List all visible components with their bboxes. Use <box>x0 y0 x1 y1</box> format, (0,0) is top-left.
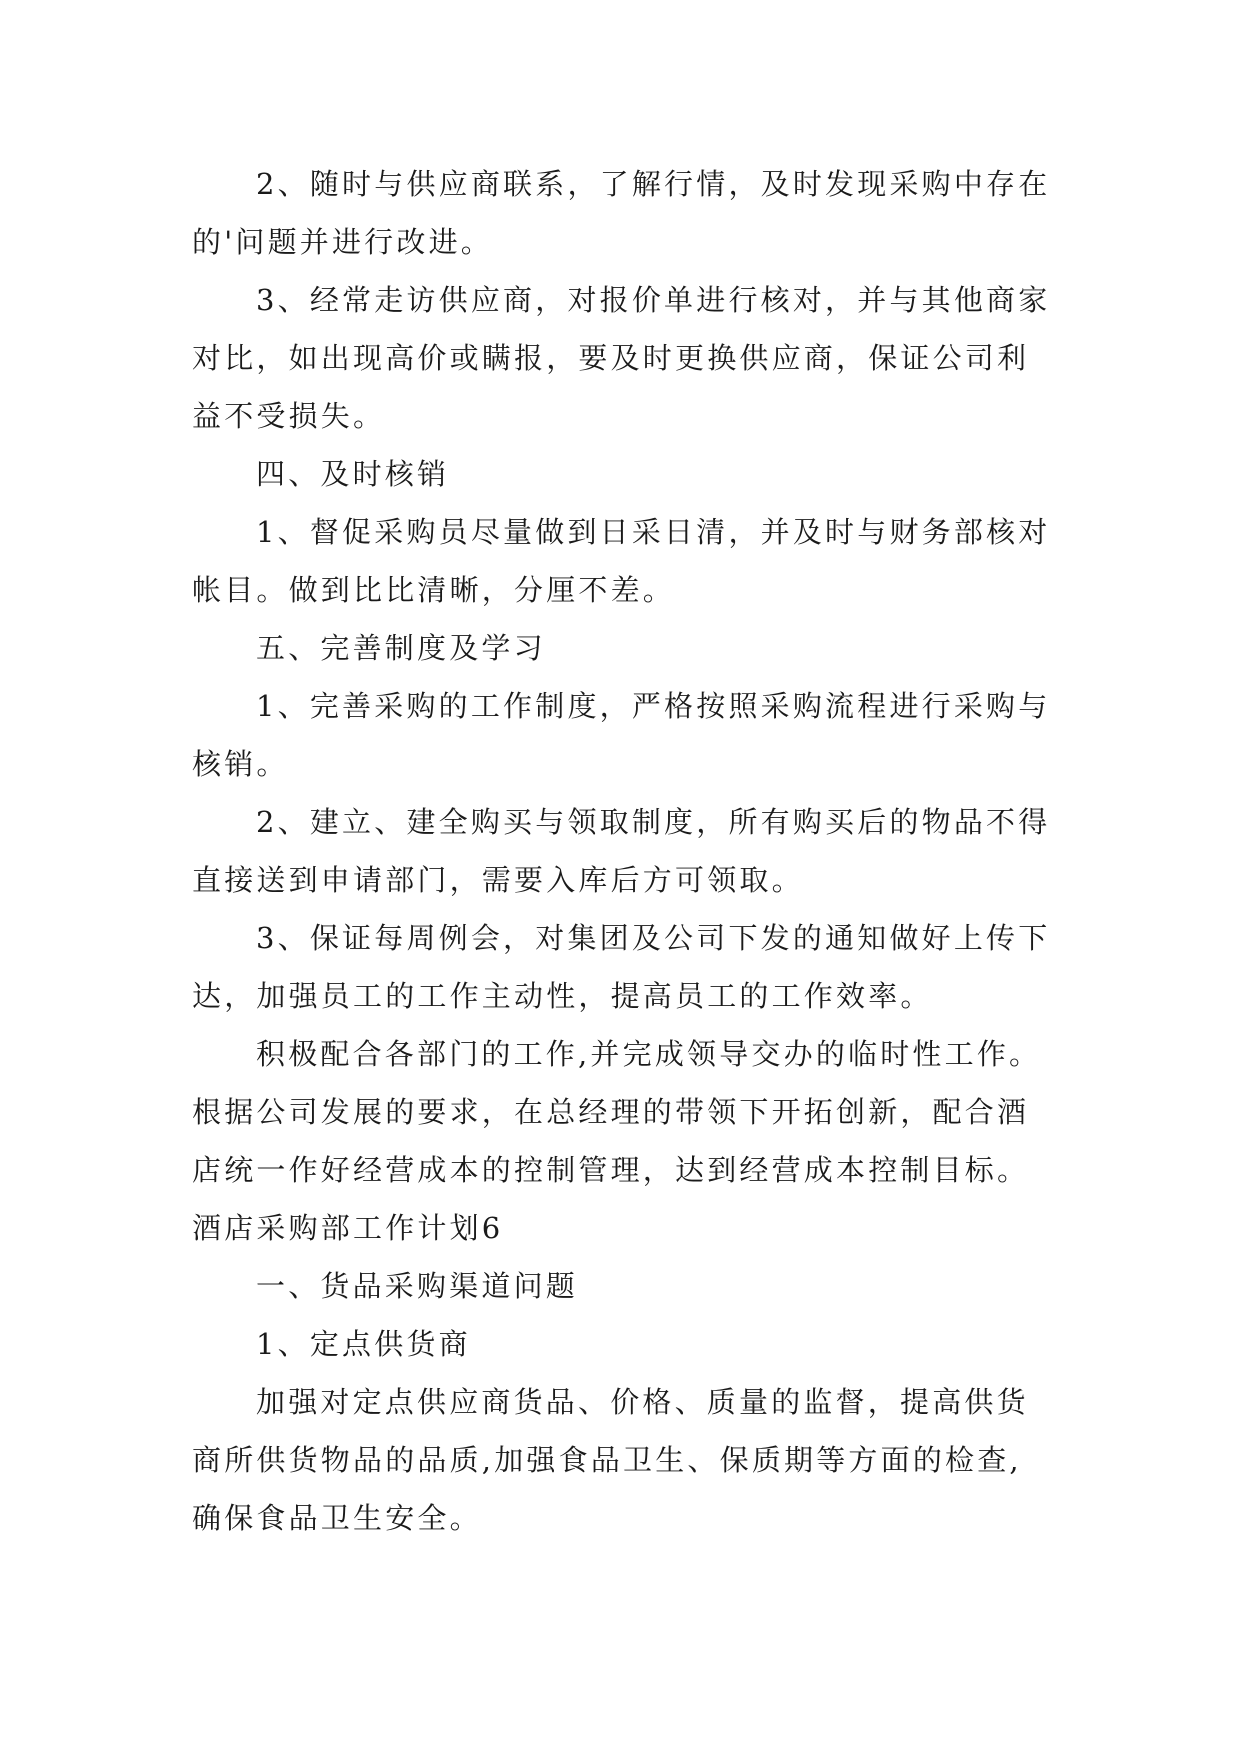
paragraph-item-3-weekly-meeting: 3、保证每周例会，对集团及公司下发的通知做好上传下达，加强员工的工作主动性，提高员工的工作效率。 <box>192 921 1051 1013</box>
document-subtitle: 酒店采购部工作计划6 <box>192 1211 504 1245</box>
paragraph-item-2-purchase-collection: 2、建立、建全购买与领取制度，所有购买后的物品不得直接送到申请部门，需要入库后方可领取。 <box>192 805 1051 897</box>
section-heading-4-timely-writeoff: 四、及时核销 <box>256 457 450 491</box>
section-heading-5-improve-system: 五、完善制度及学习 <box>256 631 546 665</box>
document-body <box>192 155 1052 1547</box>
paragraph-item-2-supplier-contact: 2、随时与供应商联系，了解行情，及时发现采购中存在的'问题并进行改进。 <box>192 167 1051 259</box>
section-heading-1-channel: 一、货品采购渠道问题 <box>256 1269 579 1303</box>
paragraph-supervision: 加强对定点供应商货品、价格、质量的监督，提高供货商所供货物品的品质,加强食品卫生、保质期等方面的检查,确保食品卫生安全。 <box>192 1385 1029 1535</box>
paragraph-item-3-visit-suppliers: 3、经常走访供应商，对报价单进行核对，并与其他商家对比，如出现高价或瞒报，要及时更换供应商，保证公司利益不受损失。 <box>192 283 1051 433</box>
paragraph-item-1-daily-clearing: 1、督促采购员尽量做到日采日清，并及时与财务部核对帐目。做到比比清晰，分厘不差。 <box>192 515 1051 607</box>
paragraph-cooperation: 积极配合各部门的工作,并完成领导交办的临时性工作。根据公司发展的要求，在总经理的带领下开拓创新，配合酒店统一作好经营成本的控制管理，达到经营成本控制目标。 <box>192 1037 1042 1187</box>
paragraph-item-1-procurement-system: 1、完善采购的工作制度，严格按照采购流程进行采购与核销。 <box>192 689 1051 781</box>
subheading-1-designated-supplier: 1、定点供货商 <box>256 1327 471 1361</box>
